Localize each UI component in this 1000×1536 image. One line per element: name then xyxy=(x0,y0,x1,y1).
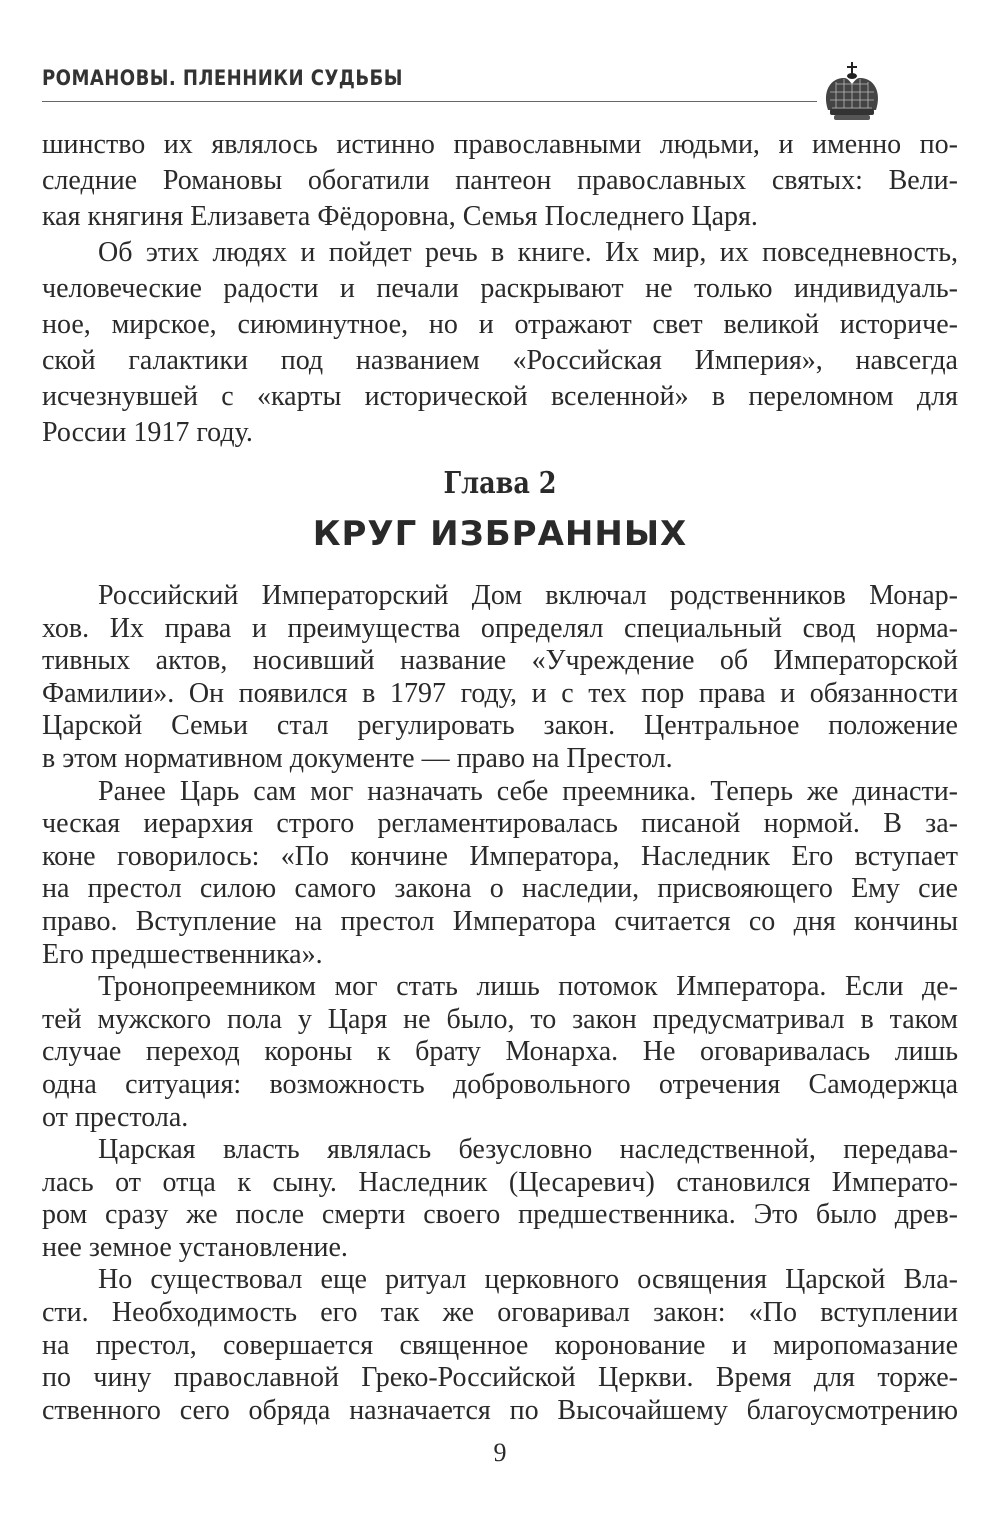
text-line: ственного сего обряда назначается по Высочайшему благоусмотрению xyxy=(42,1394,958,1426)
running-title: РОМАНОВЫ. ПЛЕННИКИ СУДЬБЫ xyxy=(42,66,403,90)
text-line: Тронопреемником мог стать лишь потомок Императора. Если де- xyxy=(98,971,958,1003)
text-line: шинство их являлось истинно православными людьми, и именно по- xyxy=(42,129,958,160)
text-line: нее земное установление. xyxy=(42,1231,348,1263)
text-line: тивных актов, носивший название «Учреждение об Императорской xyxy=(42,645,958,677)
chapter-body-text xyxy=(42,580,958,1427)
text-line: Царской Семьи стал регулировать закон. Центральное положение xyxy=(42,710,958,742)
text-line: сти. Необходимость его так же оговаривал закон: «По вступлении xyxy=(42,1297,958,1329)
text-line: право. Вступление на престол Императора считается со дня кончины xyxy=(42,905,958,937)
paragraph xyxy=(42,776,958,972)
text-line: одна ситуация: возможность добровольного отречения Самодержца xyxy=(42,1068,958,1100)
paragraph xyxy=(42,1264,958,1427)
text-line: кая княгиня Елизавета Фёдоровна, Семья Последнего Царя. xyxy=(42,201,758,232)
text-line: исчезнувшей с «карты исторической вселенной» в переломном для xyxy=(42,381,958,412)
text-line: случае переход короны к брату Монарха. Не оговаривалась лишь xyxy=(42,1036,958,1068)
paragraph xyxy=(42,971,958,1134)
chapter-title: КРУГ ИЗБРАННЫХ xyxy=(312,514,688,554)
text-line: ром сразу же после смерти своего предшественника. Это было древ- xyxy=(42,1199,958,1231)
page-number: 9 xyxy=(493,1438,507,1467)
text-line: следние Романовы обогатили пантеон православных святых: Вели- xyxy=(42,165,958,196)
chapter-number: Глава 2 xyxy=(443,466,557,501)
intro-text xyxy=(42,127,958,451)
text-line: Фамилии». Он появился в 1797 году, и с тех пор права и обязанности xyxy=(42,677,958,709)
paragraph xyxy=(42,1134,958,1264)
text-line: по чину православной Греко-Российской Церкви. Время для торже- xyxy=(42,1362,958,1394)
text-line: человеческие радости и печали раскрывают не только индивидуаль- xyxy=(42,273,958,304)
header-rule xyxy=(42,101,817,102)
text-line: России 1917 году. xyxy=(42,417,253,448)
text-line: Царская власть являлась безусловно наследственной, передава- xyxy=(98,1134,958,1166)
text-line: тей мужского пола у Царя не было, то закон предусматривал в таком xyxy=(42,1003,958,1035)
paragraph xyxy=(42,580,958,776)
text-line: хов. Их права и преимущества определял специальный свод норма- xyxy=(42,612,958,644)
text-line: Об этих людях и пойдет речь в книге. Их мир, их повседневность, xyxy=(98,237,958,268)
text-line: ное, мирское, сиюминутное, но и отражают свет великой историче- xyxy=(42,309,958,340)
text-line: в этом нормативном документе — право на Престол. xyxy=(42,742,673,774)
text-line: Его предшественника». xyxy=(42,938,323,970)
paragraph xyxy=(42,127,958,235)
text-line: Но существовал еще ритуал церковного освящения Царской Вла- xyxy=(98,1264,958,1296)
text-line: на престол силою самого закона о наследии, присвояющего Ему сие xyxy=(42,873,958,905)
text-line: ческая иерархия строго регламентировалась писаной нормой. В за- xyxy=(42,808,958,840)
text-line: на престол, совершается священное коронование и миропомазание xyxy=(42,1329,958,1361)
text-line: Ранее Царь сам мог назначать себе преемника. Теперь же династи- xyxy=(98,775,958,807)
crown-icon xyxy=(822,62,882,124)
text-line: от престола. xyxy=(42,1101,189,1133)
paragraph xyxy=(42,235,958,451)
text-line: ской галактики под названием «Российская Империя», навсегда xyxy=(42,345,958,376)
text-line: лась от отца к сыну. Наследник (Цесаревич) становился Императо- xyxy=(42,1166,958,1198)
text-line: коне говорилось: «По кончине Императора, Наследник Его вступает xyxy=(42,840,958,872)
text-line: Российский Императорский Дом включал родственников Монар- xyxy=(98,580,958,611)
